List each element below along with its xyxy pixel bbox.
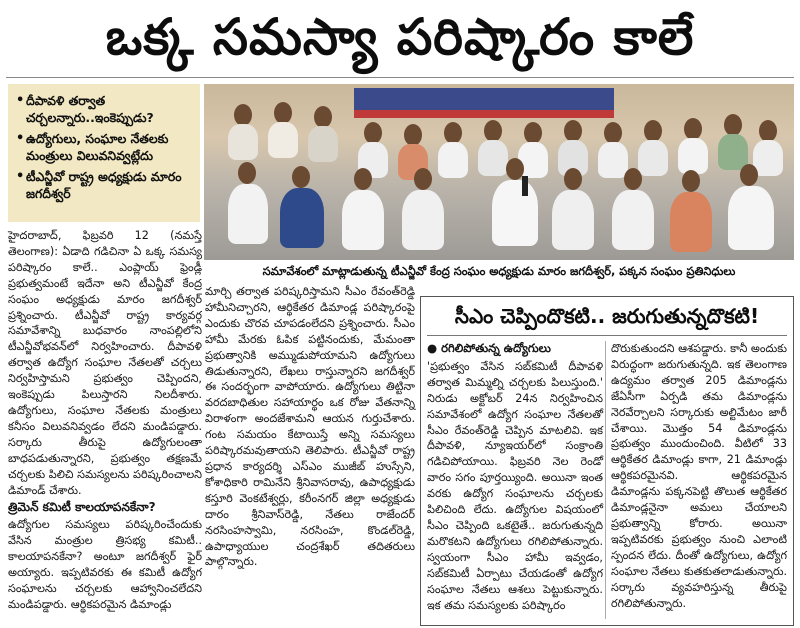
bullet-icon: • bbox=[16, 131, 25, 146]
article-column-2 bbox=[205, 284, 415, 620]
article-subheading: త్రిమెన్ కమిటీ కాలయాపనకేనా? bbox=[8, 500, 156, 515]
headline: ఒక్క సమస్యా పరిష్కారం కాలే bbox=[105, 7, 695, 66]
sidebar-paragraph: దొరుకుతుందని ఆశపడ్డారు. కానీ అందుకు విరుద్ధంగా జరుగుతున్నది. ఇక తెలంగాణ ఉద్యమం తర్వాత 205 డిమాండ్లను జేఏసీగా ఏర్పడి తమ డిమాండ్లను నెరవేర్చాలని సర్కారుకు అల్టిమేటం జారీ చేశాయి. మొత్తం 54 డిమాండ్లను ప్రభుత్వం ముందుంచింది. వీటిలో 33 ఆర్థికేతర డిమాండ్లు కాగా, 21 డిమాండ్లు ఆర్థికపరమైనవి. ఆర్థికపరమైన డిమాండ్లను పక్కనపెట్టి తొలుత ఆర్థికేతర డిమాండ్లనైనా అమలు చేయాలని ప్రభుత్వాన్ని కోరారు. అయినా ఇప్పటివరకు ప్రభుత్వం నుంచి ఎలాంటి స్పందన లేదు. దీంతో ఉద్యోగులు, ఉద్యోగ సంఘాల నేతలు కుతకుతలాడుతున్నారు. సర్కారు వ్యవహరిస్తున్న తీరుపై రగిలిపోతున్నారు. bbox=[611, 342, 787, 610]
article-paragraph: ఉద్యోగుల సమస్యలు పరిష్కరించేందుకు వేసిన మంత్రుల త్రిసభ్య కమిటీ.. కాలయాపనకేనా? అంటూ జగదీశ్వర్ ఫైర్ అయ్యారు. ఇప్పటివరకు ఈ కమిటీ ఉద్యోగ సంఘాలను చర్చలకు ఆహ్వానించలేదని మండిపడ్డారు. ఆర్థికపరమైన డిమాండ్లు bbox=[8, 518, 202, 611]
article-column-1 bbox=[8, 228, 202, 620]
sidebar-story-title: సీఎం చెప్పిందొకటి.. జరుగుతున్నదొకటి! bbox=[454, 304, 760, 328]
summary-text: దీపావళి తర్వాత చర్చలన్నారు..ఇంకెప్పుడు? bbox=[26, 93, 154, 125]
sidebar-column-2 bbox=[611, 341, 787, 623]
article-paragraph: మార్చి తర్వాత పరిష్కరిస్తామని సీఎం రేవంత్‌రెడ్డి హామీనిచ్చారని, ఆర్థికేతర డిమాండ్ల పరిష్కారంపై ఎందుకు చొరవ చూపడంలేదని ప్రశ్నించారు. సీఎం హామీ మేరకు ఓపిక పట్టినందుకు, మేమంతా ప్రభుత్వానికి అమ్ముడుపోయామని ఉద్యోగులు తిడుతున్నారని, లేఖలు రాస్తున్నారని జగదీశ్వర్ ఈ సందర్భంగా వాపోయారు. ఉద్యోగులు తిట్టినా వరదబాధితుల సహాయార్థం ఒక రోజు వేతనాన్ని విరాళంగా అందజేశామని ఆయన గుర్తుచేశారు. గంట సమయం కేటాయిస్తే అన్ని సమస్యలు పరిష్కారమవుతాయని తెలిపారు. టీఎన్జీవో రాష్ట్ర ప్రధాన కార్యదర్శి ఎస్‌ఎం ముజీబ్ హుస్సేని, కోశాధికారి రామినేని శ్రీనివాసరావు, ఉపాధ్యక్షుడు కస్తూరి వెంకటేశ్వర్లు, కరీంనగర్ జిల్లా అధ్యక్షుడు దారం శ్రీనివాస్‌రెడ్డి, నేతలు రాజేందర్ నరసింహస్వామి, నరసింహ, కొండల్‌రెడ్డి, ఉపాధ్యాయుల చంద్రశేఖర్ తదితరులు పాల్గొన్నారు. bbox=[205, 285, 415, 569]
summary-item bbox=[16, 92, 194, 126]
meeting-photo bbox=[204, 84, 794, 260]
summary-text: టీఎన్జీవో రాష్ట్ర అధ్యక్షుడు మారం జగదీశ్వర్ bbox=[26, 169, 182, 201]
photo-caption: సమావేశంలో మాట్లాడుతున్న టీఎన్జీవో కేంద్ర సంఘం అధ్యక్షుడు మారం జగదీశ్వర్, పక్కన సంఘం ప్రతినిధులు bbox=[262, 264, 736, 278]
headline-rule bbox=[6, 77, 794, 78]
sidebar-column-1 bbox=[427, 341, 603, 623]
bullet-icon: • bbox=[16, 169, 25, 184]
article-paragraph: హైదరాబాద్, ఫిబ్రవరి 12 (నమస్తే తెలంగాణ): ఏడాది గడిచినా ఏ ఒక్క సమస్య పరిష్కారం కాలే.. ఎంప్లాయ్ ఫ్రెండ్లీ ప్రభుత్వమంటే ఇదేనా అని టీఎన్జీవో కేంద్ర సంఘం అధ్యక్షుడు మారం జగదీశ్వర్ ప్రశ్నించారు. టీఎన్జీవో రాష్ట్ర కార్యవర్గ సమావేశాన్ని బుధవారం నాంపల్లిలోని టీఎన్జీవోభవన్‌లో నిర్వహించారు. దీపావళి తర్వాత ఉద్యోగ సంఘాల నేతలతో చర్చలు నిర్వహిస్తామని ప్రభుత్వం చెప్పిందని, ఇంకెప్పుడు పిలుస్తారని నిలదీశారు. ఉద్యోగులు, సంఘాల నేతలకు మంత్రులు కనీసం విలువనివ్వడం లేదని మండిపడ్డారు. సర్కారు తీరుపై ఉద్యోగులంతా బాధపడుతున్నారని, ప్రభుత్వం తక్షణమే చర్చలకు పిలిచి సమస్యలను పరిష్కరించాలని డిమాండ్ చేశారు. bbox=[8, 229, 202, 497]
sidebar-bullet-heading: ● రగిలిపోతున్న ఉద్యోగులు bbox=[427, 341, 551, 355]
summary-item bbox=[16, 168, 194, 202]
summary-item bbox=[16, 130, 194, 164]
summary-box bbox=[8, 84, 200, 222]
sidebar-paragraph: 'ప్రభుత్వం వేసిన సబ్‌కమిటీ దీపావళి తర్వాత మిమ్మల్ని చర్చలకు పిలుస్తుంది.' నిరుడు అక్టోబర్ 24న నిర్వహించిన సమావేశంలో ఉద్యోగ సంఘాల నేతలతో సీఎం రేవంత్‌రెడ్డి చెప్పిన మాటలివి. ఇక దీపావళి, న్యూఇయర్‌లో సంక్రాంతి గడిచిపోయాయి. ఫిబ్రవరి నెల రెండో వారం సగం పూర్తయ్యింది. అయినా ఇంత వరకు ఉద్యోగ సంఘాలను చర్చలకు పిలిచింది లేదు. ఉద్యోగుల విషయంలో సీఎం చెప్పింది ఒకటైతే.. జరుగుతున్నది మరొకటని ఉద్యోగులు రగిలిపోతున్నారు. స్వయంగా సీఎం హామీ ఇవ్వడం, సబ్‌కమిటీ ఏర్పాటు చేయడంతో ఉద్యోగ సంఘాల నేతలు ఆశలు పెట్టుకున్నారు. ఇక తమ సమస్యలకు పరిష్కారం bbox=[427, 359, 603, 612]
sidebar-story-box bbox=[420, 296, 794, 626]
summary-text: ఉద్యోగులు, సంఘాల నేతలకు మంత్రులు విలువనివ్వట్లేదు bbox=[26, 131, 169, 163]
bullet-icon: ● bbox=[427, 341, 442, 355]
photo-banner bbox=[354, 88, 614, 110]
sidebar-story-rule bbox=[427, 335, 787, 336]
bullet-icon: • bbox=[16, 93, 25, 108]
photo-banner-stripe bbox=[354, 110, 614, 118]
column-divider bbox=[605, 341, 606, 619]
